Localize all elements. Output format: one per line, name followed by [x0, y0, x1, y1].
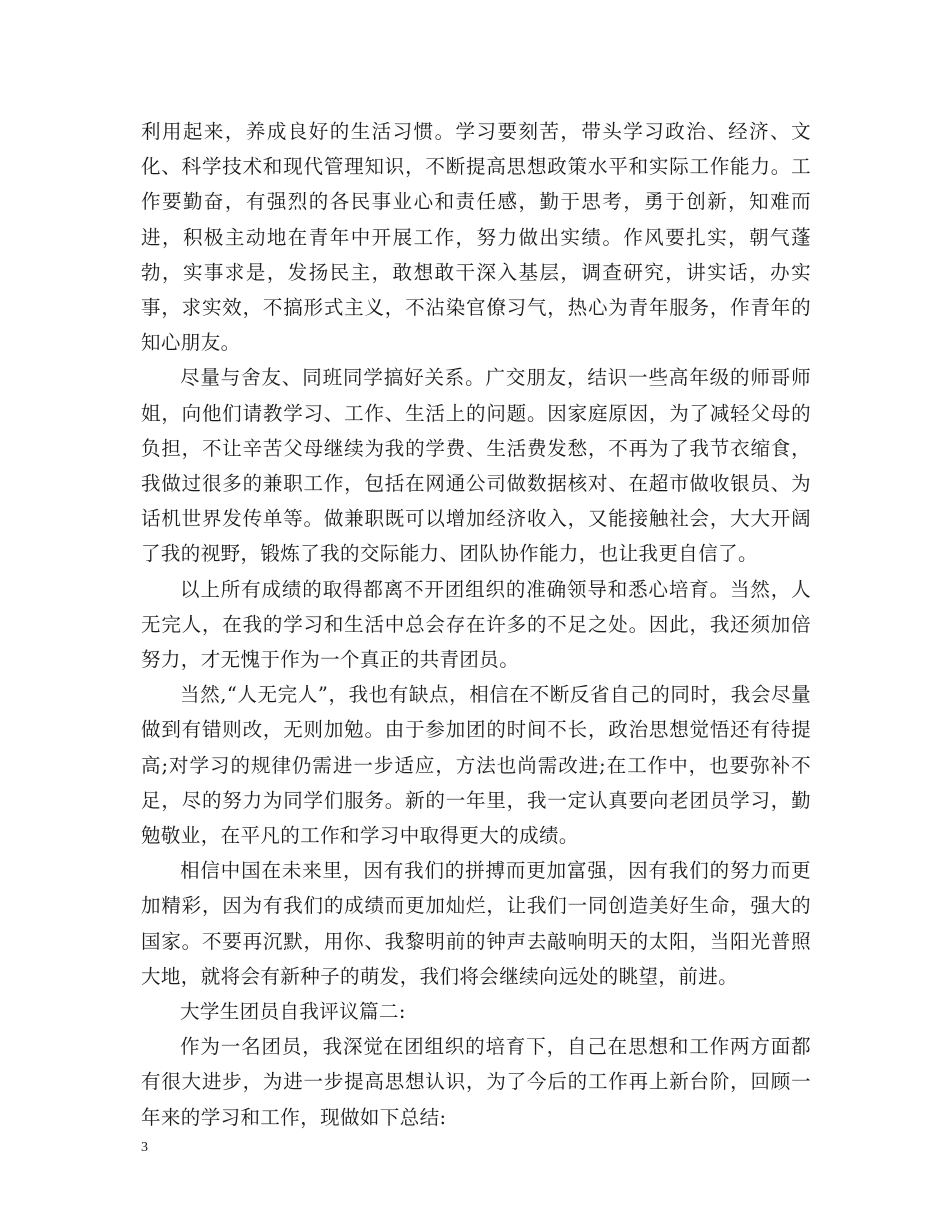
paragraph-4: 当然,“人无完人”，我也有缺点，相信在不断反省自己的同时，我会尽量做到有错则改，无则加勉。由于参加团的时间不长，政治思想觉悟还有待提高;对学习的规律仍需进一步适应，方法也尚需改进;在工作中，也要弥补不足，尽的努力为同学们服务。新的一年里，我一定认真要向老团员学习，勤勉敬业，在平凡的工作和学习中取得更大的成绩。 [141, 683, 811, 848]
paragraph-5: 相信中国在未来里，因有我们的拼搏而更加富强，因有我们的努力而更加精彩，因为有我们的成绩而更加灿烂，让我们一同创造美好生命，强大的国家。不要再沉默，用你、我黎明前的钟声去敲响明天的太阳，当阳光普照大地，就将会有新种子的萌发，我们将会继续向远处的眺望，前进。 [141, 859, 811, 988]
paragraph-2: 尽量与舍友、同班同学搞好关系。广交朋友，结识一些高年级的师哥师姐，向他们请教学习、工作、生活上的问题。因家庭原因，为了减轻父母的负担，不让辛苦父母继续为我的学费、生活费发愁，不再为了我节衣缩食，我做过很多的兼职工作，包括在网通公司做数据核对、在超市做收银员、为话机世界发传单等。做兼职既可以增加经济收入，又能接触社会，大大开阔了我的视野，锻炼了我的交际能力、团队协作能力，也让我更自信了。 [141, 366, 811, 566]
page-number: 3 [141, 1140, 148, 1155]
paragraph-3: 以上所有成绩的取得都离不开团组织的准确领导和悉心培育。当然，人无完人，在我的学习和生活中总会存在许多的不足之处。因此，我还须加倍努力，才无愧于作为一个真正的共青团员。 [141, 577, 811, 672]
section-heading: 大学生团员自我评议篇二: [180, 1000, 406, 1024]
paragraph-1: 利用起来，养成良好的生活习惯。学习要刻苦，带头学习政治、经济、文化、科学技术和现代管理知识，不断提高思想政策水平和实际工作能力。工作要勤奋，有强烈的各民事业心和责任感，勤于思考，勇于创新，知难而进，积极主动地在青年中开展工作，努力做出实绩。作风要扎实，朝气蓬勃，实事求是，发扬民主，敢想敢干深入基层，调查研究，讲实话，办实事，求实效，不搞形式主义，不沾染官僚习气，热心为青年服务，作青年的知心朋友。 [141, 120, 811, 355]
paragraph-7: 作为一名团员，我深觉在团组织的培育下，自己在思想和工作两方面都有很大进步，为进一步提高思想认识，为了今后的工作再上新台阶，回顾一年来的学习和工作，现做如下总结: [141, 1035, 811, 1129]
document-body [141, 114, 811, 1135]
